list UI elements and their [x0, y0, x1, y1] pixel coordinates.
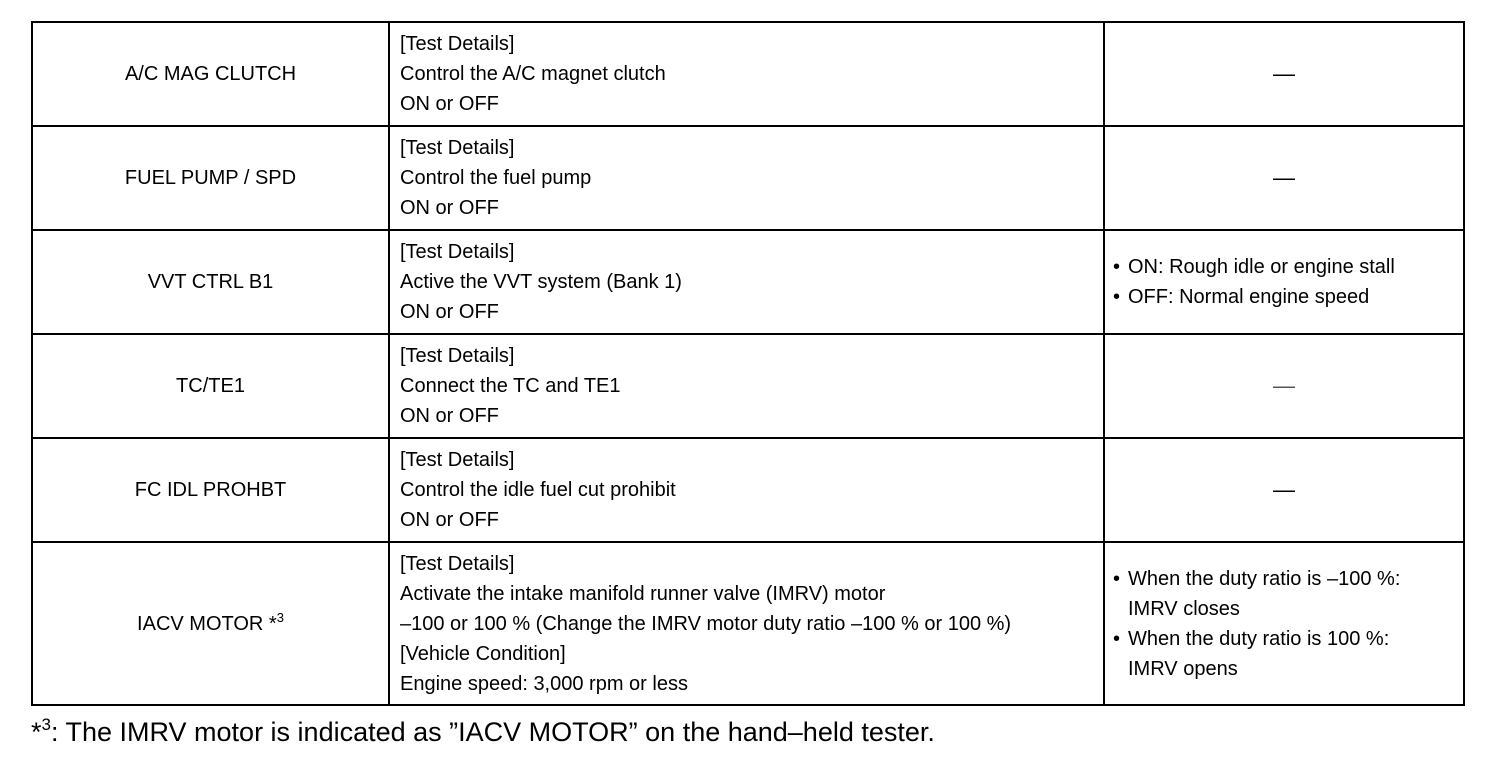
details-line: ON or OFF	[400, 197, 499, 219]
table-row	[32, 438, 1464, 542]
diagnostic-note-cell	[1104, 334, 1464, 438]
note-text: OFF: Normal engine speed	[1128, 286, 1370, 308]
no-note-dash: —	[1273, 164, 1295, 190]
details-line: Activate the intake manifold runner valve (IMRV) motor	[400, 582, 886, 605]
note-text-continued: IMRV closes	[1128, 597, 1240, 620]
details-line: Control the fuel pump	[400, 167, 592, 189]
diagnostic-note-cell	[1104, 22, 1464, 126]
details-line: Engine speed: 3,000 rpm or less	[400, 672, 688, 695]
note-text: When the duty ratio is –100 %:	[1128, 567, 1401, 590]
test-details-cell	[389, 334, 1104, 438]
note-text: ON: Rough idle or engine stall	[1128, 256, 1395, 278]
test-item-name: FUEL PUMP / SPD	[32, 126, 389, 230]
note-bullet	[1113, 624, 1463, 654]
active-test-table	[31, 21, 1465, 706]
footnote	[31, 714, 935, 750]
note-bullet	[1113, 564, 1463, 594]
no-note-dash: —	[1273, 476, 1295, 502]
details-line: ON or OFF	[400, 301, 499, 323]
note-bullet	[1113, 252, 1463, 282]
bullet-dot: •	[1113, 627, 1121, 650]
diagnostic-note-cell	[1104, 230, 1464, 334]
details-line: [Test Details]	[400, 449, 515, 471]
note-bullet	[1113, 282, 1463, 312]
details-line: [Test Details]	[400, 241, 515, 263]
details-line: [Test Details]	[400, 552, 515, 575]
test-details-cell	[389, 230, 1104, 334]
details-line: Control the A/C magnet clutch	[400, 63, 666, 85]
details-line: [Test Details]	[400, 137, 515, 159]
details-line: ON or OFF	[400, 405, 499, 427]
footnote-number: 3	[41, 715, 51, 734]
test-details-cell	[389, 22, 1104, 126]
test-details-cell	[389, 438, 1104, 542]
details-line: [Vehicle Condition]	[400, 642, 566, 665]
diagnostic-note-cell	[1104, 438, 1464, 542]
details-line: [Test Details]	[400, 33, 515, 55]
details-line: Active the VVT system (Bank 1)	[400, 271, 682, 293]
test-details-cell	[389, 126, 1104, 230]
table-row	[32, 126, 1464, 230]
bullet-dot: •	[1113, 567, 1121, 590]
details-line: ON or OFF	[400, 93, 499, 115]
table-row	[32, 542, 1464, 705]
test-item-name: VVT CTRL B1	[32, 230, 389, 334]
footnote-marker: *	[31, 717, 42, 747]
footnote-text: : The IMRV motor is indicated as ”IACV MOTOR” on the hand–held tester.	[50, 717, 935, 747]
details-line: Control the idle fuel cut prohibit	[400, 479, 676, 501]
test-item-name: A/C MAG CLUTCH	[32, 22, 389, 126]
no-note-dash: —	[1273, 60, 1295, 86]
diagnostic-note-cell	[1104, 542, 1464, 705]
table-row	[32, 230, 1464, 334]
bullet-dot: •	[1113, 286, 1121, 308]
table-row	[32, 334, 1464, 438]
item-label: IACV MOTOR *	[137, 612, 277, 635]
test-details-cell	[389, 542, 1104, 705]
note-text: When the duty ratio is 100 %:	[1128, 627, 1390, 650]
test-item-name: TC/TE1	[32, 334, 389, 438]
footnote-ref: 3	[276, 609, 284, 625]
table-row	[32, 22, 1464, 126]
details-line: –100 or 100 % (Change the IMRV motor duty ratio –100 % or 100 %)	[400, 612, 1012, 635]
note-text-continued: IMRV opens	[1128, 657, 1238, 680]
test-item-name	[32, 542, 389, 705]
diagnostic-note-cell	[1104, 126, 1464, 230]
no-note-dash: —	[1273, 372, 1295, 398]
details-line: ON or OFF	[400, 509, 499, 531]
bullet-dot: •	[1113, 256, 1121, 278]
details-line: [Test Details]	[400, 345, 515, 367]
test-item-name: FC IDL PROHBT	[32, 438, 389, 542]
details-line: Connect the TC and TE1	[400, 375, 621, 397]
